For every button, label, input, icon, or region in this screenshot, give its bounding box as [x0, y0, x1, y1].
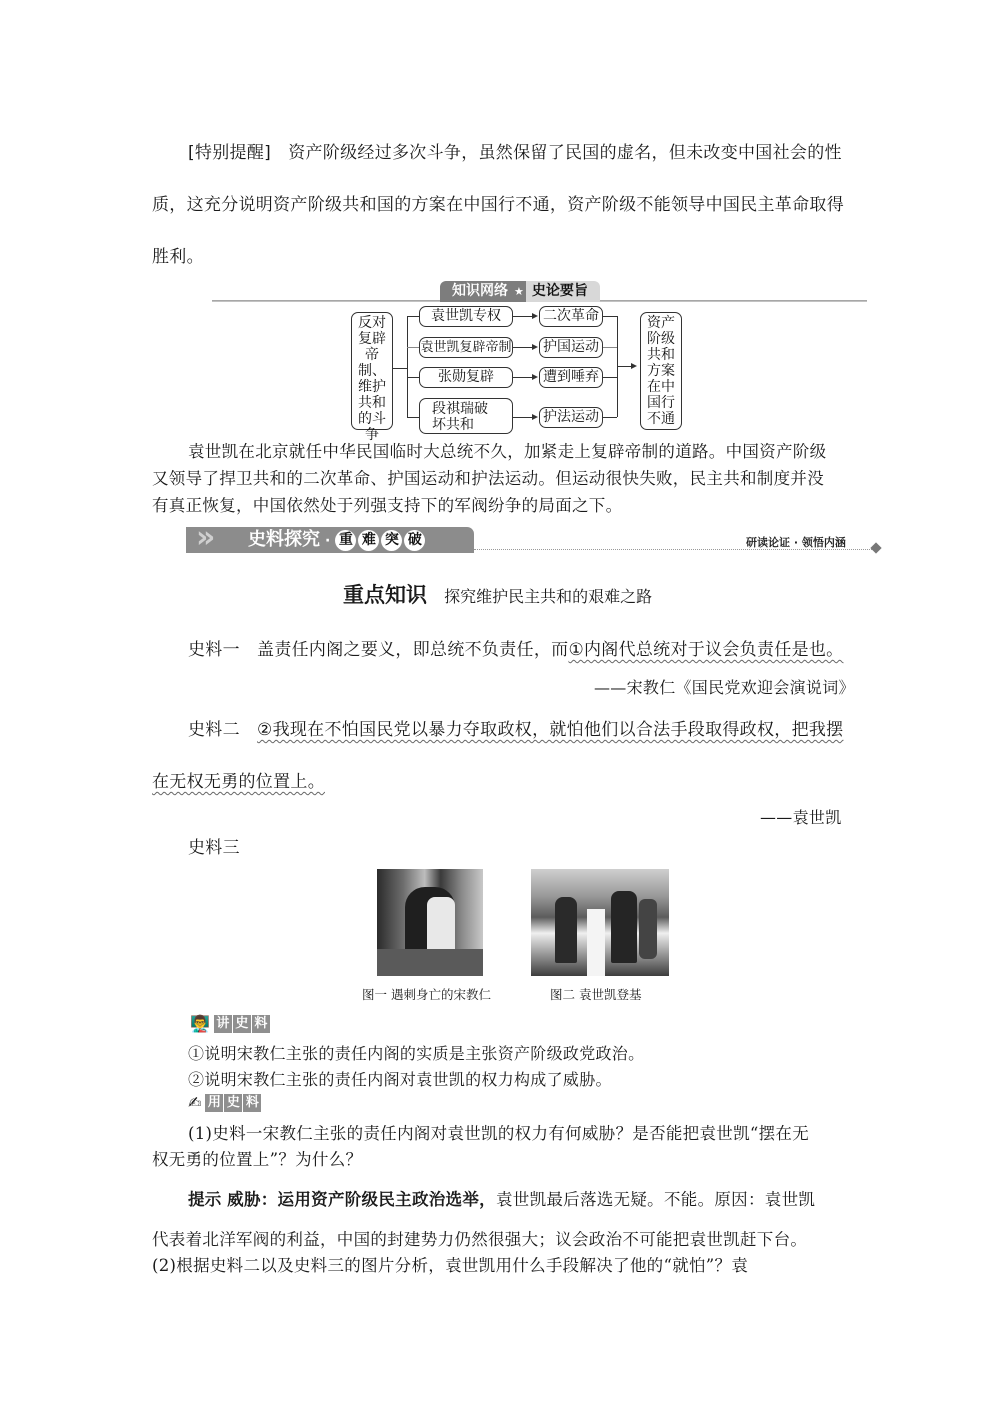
conclusion-box [640, 312, 682, 430]
conclusion-line: 在中 [647, 379, 675, 395]
badge-char: 料 [252, 1015, 270, 1033]
key-knowledge-heading [343, 579, 652, 609]
reminder-label: [特别提醒] [188, 143, 272, 163]
source-2-attribution: ——袁世凯 [760, 808, 842, 827]
figure-silhouette [611, 891, 637, 963]
circled-char: 破 [404, 530, 425, 551]
conclusion-line: 资产 [647, 315, 675, 331]
connector [603, 377, 617, 378]
summary-line-3: 有真正恢复，中国依然处于列强支持下的军阀纷争的局面之下。 [152, 496, 623, 515]
connector [407, 377, 419, 378]
reminder-line-3: 胜利。 [152, 247, 204, 267]
source-1-label: 史料一 [188, 640, 240, 660]
result-box: 遭到唾弃 [539, 367, 603, 388]
arrow-icon [532, 374, 538, 380]
source-1-marked-text: ①内阁代总统对于议会负责任是也。 [568, 640, 844, 660]
connector [603, 417, 617, 418]
cause-box [419, 398, 513, 434]
explain-item: ①说明宋教仁主张的责任内阁的实质是主张资产阶级政党政治。 [188, 1044, 645, 1063]
arrow-icon [631, 363, 637, 369]
conclusion-line: 共和 [647, 347, 675, 363]
photo-yuan-coronation [531, 869, 669, 976]
reminder-line-2: 质，这充分说明资产阶级共和国的方案在中国行不通，资产阶级不能领导中国民主革命取得 [152, 195, 844, 215]
figure-2-caption: 图二 袁世凯登基 [550, 987, 642, 1002]
connector [407, 316, 419, 317]
explain-badge-label [214, 1015, 270, 1033]
diamond-icon [870, 542, 881, 553]
result-box: 护国运动 [539, 337, 603, 358]
knowledge-network-tab [440, 281, 600, 302]
cause-line: 段祺瑞破 [432, 401, 488, 417]
result-box: 护法运动 [539, 407, 603, 428]
arrow-line [617, 366, 632, 367]
hint-label: 提示 [188, 1190, 222, 1209]
reminder-text: 资产阶级经过多次斗争，虽然保留了民国的虚名，但未改变中国社会的性 [288, 143, 842, 163]
summary-line-1: 袁世凯在北京就任中华民国临时大总统不久，加紧走上复辟帝制的道路。中国资产阶级 [188, 442, 827, 461]
use-badge [188, 1094, 261, 1112]
badge-char: 用 [205, 1094, 223, 1112]
question-2-line-1: (2)根据史料二以及史料三的图片分析，袁世凯用什么手段解决了他的“就怕”？袁 [152, 1256, 749, 1275]
cause-box: 袁世凯专权 [419, 306, 513, 327]
arrow-line [513, 377, 533, 378]
arrow-line [513, 316, 533, 317]
key-knowledge-subtitle: 探究维护民主共和的艰难之路 [444, 587, 653, 606]
arrow-line [513, 347, 533, 348]
left-box-line: 争 [365, 427, 379, 443]
teacher-icon: 👨‍🏫 [190, 1014, 210, 1033]
chair-shape [427, 897, 455, 957]
source-1-attribution: ——宋教仁《国民党欢迎会演说词》 [594, 678, 855, 697]
connector [407, 417, 419, 418]
section-subtitle: 研读论证 · 领悟内涵 [746, 536, 846, 549]
pen-icon: ✍ [188, 1093, 202, 1112]
photo-song-jiaoren [377, 869, 483, 976]
question-1-line-1: (1)史料一宋教仁主张的责任内阁对袁世凯的权力有何威胁？是否能把袁世凯“摆在无 [188, 1124, 810, 1143]
floor-shape [377, 949, 483, 976]
connector [407, 316, 408, 417]
arrow-icon [532, 414, 538, 420]
path-shape [587, 909, 605, 976]
figure-1-caption: 图一 遇刺身亡的宋教仁 [362, 987, 491, 1002]
explain-item: ②说明宋教仁主张的责任内阁对袁世凯的权力构成了威胁。 [188, 1070, 612, 1089]
circled-char: 重 [335, 530, 356, 551]
conclusion-line: 方案 [647, 363, 675, 379]
conclusion-line: 国行 [647, 395, 675, 411]
result-box: 二次革命 [539, 306, 603, 327]
star-icon: ★ [514, 281, 526, 302]
left-box-line: 共和 [358, 395, 386, 411]
source-2-marked-text-cont: 在无权无勇的位置上。 [152, 772, 325, 792]
arrow-line [513, 417, 533, 418]
double-chevron-icon: » [196, 520, 208, 555]
separator-dot: · [325, 533, 331, 549]
connector [603, 316, 617, 317]
hint [188, 1186, 815, 1210]
source-1-text: 盖责任内阁之要义，即总统不负责任，而 [257, 640, 569, 660]
arrow-icon [532, 344, 538, 350]
left-box-line: 帝制、 [358, 347, 386, 379]
source-2 [188, 715, 843, 740]
source-1 [188, 635, 843, 660]
arrow-icon [532, 313, 538, 319]
explain-badge [190, 1015, 270, 1033]
conclusion-line: 阶级 [647, 331, 675, 347]
source-2-label: 史料二 [188, 720, 240, 740]
figure-silhouette [639, 899, 657, 959]
cause-box: 张勋复辟 [419, 367, 513, 388]
hint-text: 袁世凯最后落选无疑。不能。原因：袁世凯 [495, 1190, 816, 1209]
source-2-marked-text: ②我现在不怕国民党以暴力夺取政权，就怕他们以合法手段取得政权，把我摆 [257, 720, 844, 740]
circled-char: 突 [381, 530, 402, 551]
badge-char: 史 [224, 1094, 242, 1112]
badge-char: 史 [233, 1015, 251, 1033]
question-1-line-2: 权无勇的位置上”？为什么？ [152, 1150, 363, 1169]
badge-char: 料 [243, 1094, 261, 1112]
source-3-label: 史料三 [188, 838, 240, 858]
cause-box: 袁世凯复辟帝制 [419, 337, 513, 358]
connector [393, 368, 407, 369]
left-box-line: 的斗 [358, 411, 386, 427]
left-box-line: 维护 [358, 379, 386, 395]
hint-bold-text: 威胁：运用资产阶级民主政治选举， [227, 1190, 496, 1209]
reminder-line-1 [188, 138, 842, 163]
section-title [248, 527, 427, 554]
use-badge-label [205, 1094, 261, 1112]
summary-line-2: 又领导了捍卫共和的二次革命、护国运动和护法运动。但运动很快失败，民主共和制度并没 [152, 469, 824, 488]
left-box-line: 复辟 [358, 331, 386, 347]
tab-right-label: 史论要旨 [526, 281, 600, 302]
key-knowledge-title: 重点知识 [343, 583, 427, 607]
figure-silhouette [555, 897, 577, 963]
section-title-text: 史料探究 [248, 529, 320, 550]
cause-line: 坏共和 [432, 417, 474, 433]
hint-line-2: 代表着北洋军阀的利益，中国的封建势力仍然很强大；议会政治不可能把袁世凯赶下台。 [152, 1230, 808, 1249]
connector [603, 347, 617, 348]
left-topic-box [351, 312, 393, 443]
tab-left-label: 知识网络 [440, 281, 514, 302]
left-box-line: 反对 [358, 315, 386, 331]
connector [407, 347, 419, 348]
badge-char: 讲 [214, 1015, 232, 1033]
conclusion-line: 不通 [647, 411, 675, 427]
circled-char: 难 [358, 530, 379, 551]
